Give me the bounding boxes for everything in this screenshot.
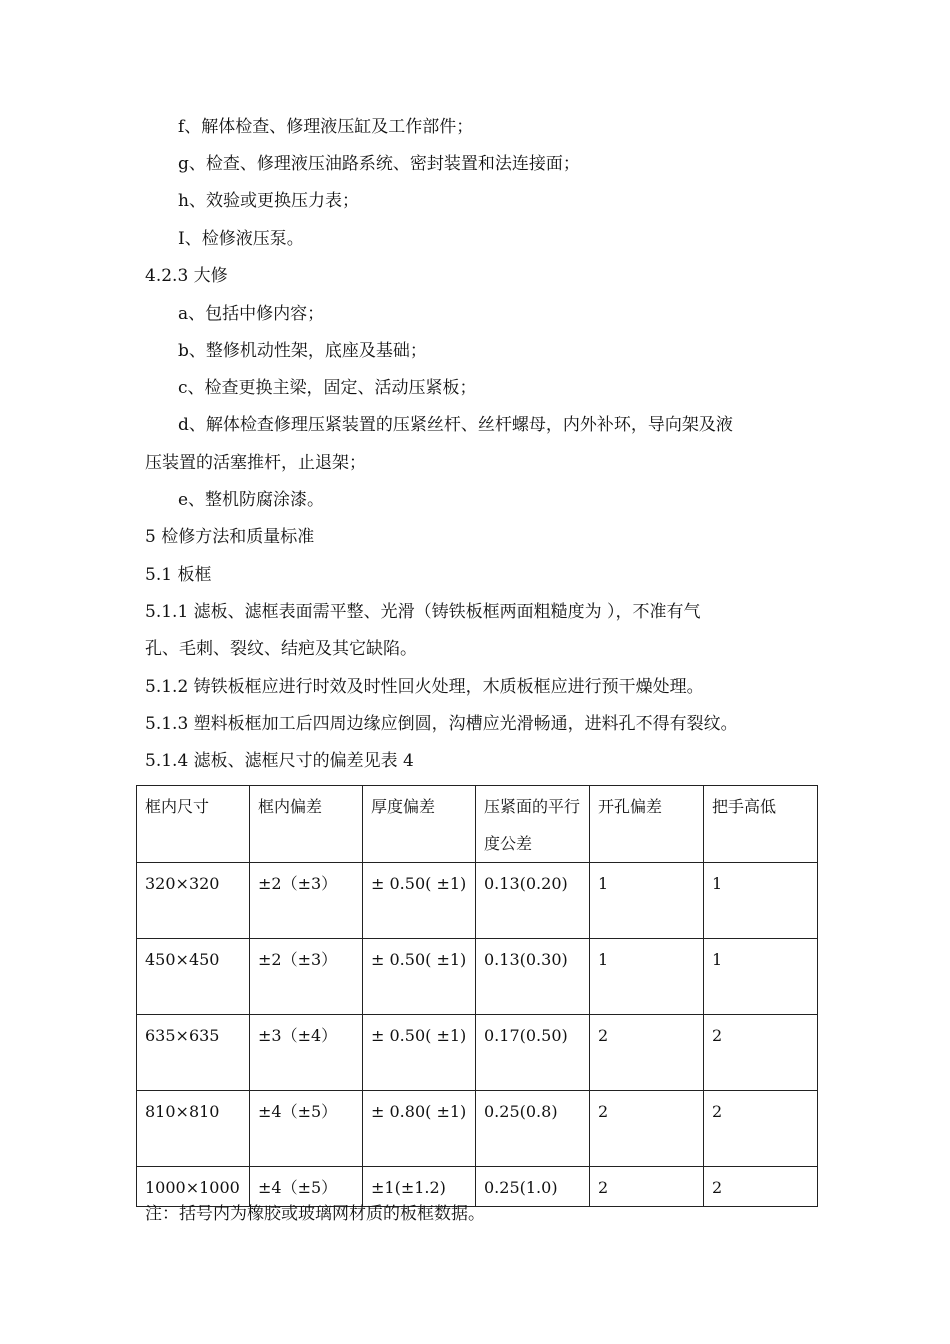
table-cell: 1000×1000 [137,1167,250,1207]
table-cell: 2 [704,1167,818,1207]
table-row [137,1091,818,1167]
table-cell: 1 [590,939,704,1015]
table-cell: 810×810 [137,1091,250,1167]
table-header-cell: 框内尺寸 [137,786,250,863]
table-cell: 1 [704,863,818,939]
paragraph-d-line1: d、解体检查修理压紧装置的压紧丝杆、丝杆螺母，内外补环，导向架及液 [178,415,733,435]
table-row [137,1015,818,1091]
table-cell: ±3（±4） [250,1015,363,1091]
table-cell: ± 0.50( ±1) [363,1015,476,1091]
paragraph-5-1-4: 5.1.4 滤板、滤框尺寸的偏差见表 4 [145,751,414,771]
table-row [137,1167,818,1207]
paragraph-g: g、检查、修理液压油路系统、密封装置和法连接面； [178,154,580,174]
table-row [137,863,818,939]
table-cell: 0.25(0.8) [476,1091,590,1167]
paragraph-h: h、效验或更换压力表； [178,191,359,211]
table-cell: 1 [704,939,818,1015]
table-cell: 1 [590,863,704,939]
paragraph-5-1-1-line1: 5.1.1 滤板、滤框表面需平整、光滑（铸铁板框两面粗糙度为 ），不准有气 [145,602,701,622]
table-header-cell: 框内偏差 [250,786,363,863]
table-cell: 635×635 [137,1015,250,1091]
paragraph-d-line2: 压装置的活塞推杆，止退架； [145,453,366,473]
table-cell: ± 0.50( ±1) [363,939,476,1015]
table-cell: 0.17(0.50) [476,1015,590,1091]
table-row [137,939,818,1015]
table-header-cell: 把手高低 [704,786,818,863]
paragraph-i: I、检修液压泵。 [178,229,304,249]
paragraph-5-1-3: 5.1.3 塑料板框加工后四周边缘应倒圆，沟槽应光滑畅通，进料孔不得有裂纹。 [145,714,738,734]
table-cell: ± 0.80( ±1) [363,1091,476,1167]
table-header-cell: 压紧面的平行度公差 [476,786,590,863]
table-cell: ±4（±5） [250,1167,363,1207]
section-heading-5-1: 5.1 板框 [145,565,212,585]
table-cell: 2 [590,1091,704,1167]
table-cell: ±1(±1.2) [363,1167,476,1207]
table-header-row [137,786,818,863]
paragraph-f: f、解体检查、修理液压缸及工作部件； [178,117,474,137]
table-header-cell: 开孔偏差 [590,786,704,863]
paragraph-5-1-2: 5.1.2 铸铁板框应进行时效及时性回火处理，木质板框应进行预干燥处理。 [145,677,704,697]
paragraph-c: c、检查更换主梁，固定、活动压紧板； [178,378,477,398]
table-cell: ±2（±3） [250,863,363,939]
table-header-cell: 厚度偏差 [363,786,476,863]
paragraph-b: b、整修机动性架，底座及基础； [178,341,427,361]
table-cell: 0.13(0.20) [476,863,590,939]
table-cell: 2 [590,1167,704,1207]
section-heading-4-2-3: 4.2.3 大修 [145,266,228,286]
table-cell: ±2（±3） [250,939,363,1015]
table-cell: 2 [704,1015,818,1091]
table-cell: 0.25(1.0) [476,1167,590,1207]
table-cell: 0.13(0.30) [476,939,590,1015]
table-cell: ±4（±5） [250,1091,363,1167]
table-cell: 2 [590,1015,704,1091]
paragraph-5-1-1-line2: 孔、毛刺、裂纹、结疤及其它缺陷。 [145,639,417,659]
table-cell: ± 0.50( ±1) [363,863,476,939]
paragraph-a: a、包括中修内容； [178,304,325,324]
table-cell: 2 [704,1091,818,1167]
table-cell: 320×320 [137,863,250,939]
section-heading-5: 5 检修方法和质量标准 [145,527,315,547]
paragraph-e: e、整机防腐涂漆。 [178,490,325,510]
tolerance-table [136,785,818,1207]
table-cell: 450×450 [137,939,250,1015]
table-note: 注：括号内为橡胶或玻璃网材质的板框数据。 [145,1204,485,1224]
